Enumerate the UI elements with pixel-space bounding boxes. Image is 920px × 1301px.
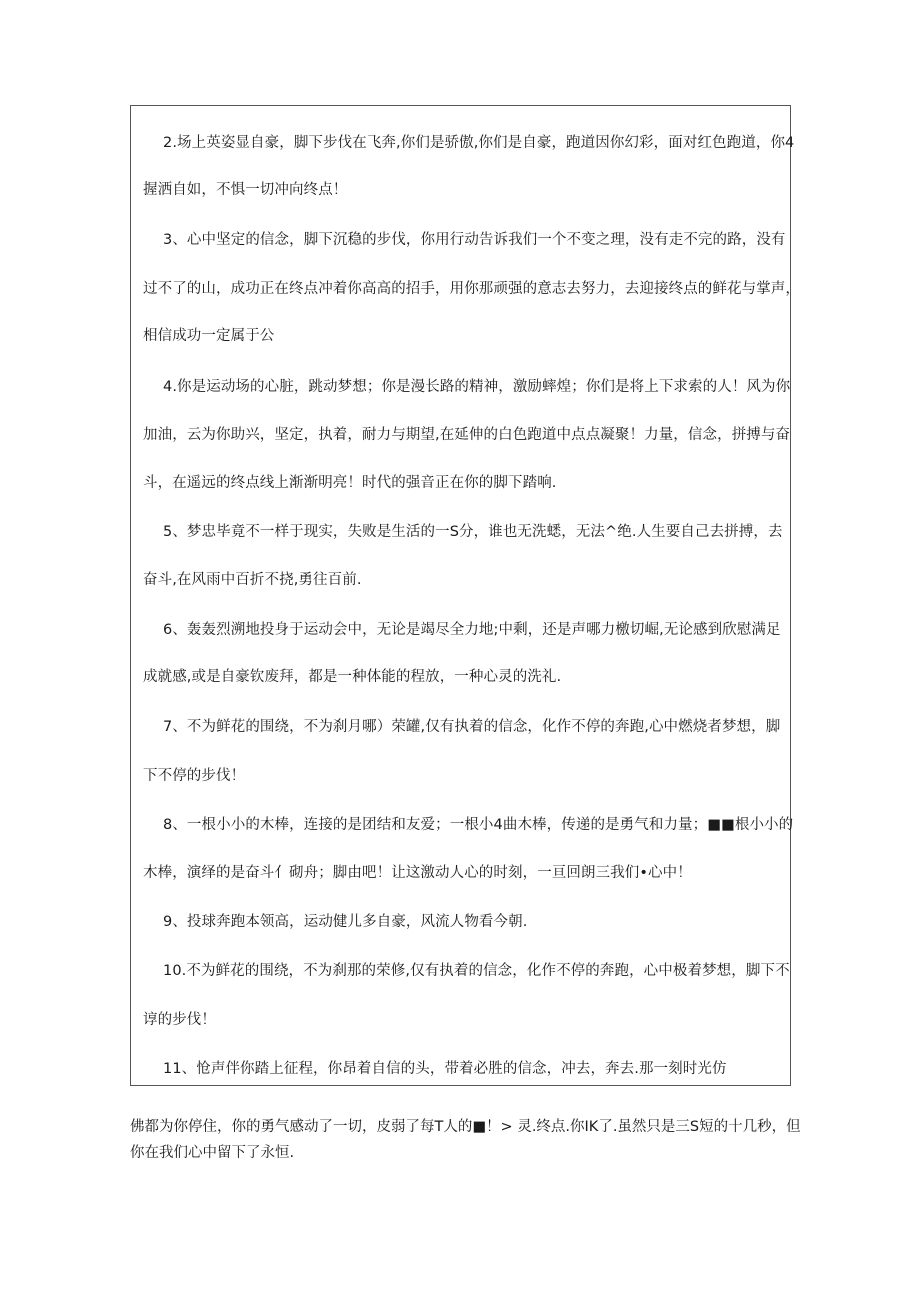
paragraph-3-line-1: 3、心中坚定的信念，脚下沉稳的步伐，你用行动告诉我们一个不变之理，没有走不完的路，没有 bbox=[163, 232, 786, 248]
paragraph-4-line-3: 斗，在遥远的终点线上渐渐明亮！时代的强音正在你的脚下踏响. bbox=[143, 475, 557, 491]
paragraph-7-line-2: 下不停的步伐！ bbox=[143, 768, 246, 784]
content-frame bbox=[130, 105, 794, 1086]
paragraph-8-line-2: 木棒，演绎的是奋斗亻砌舟；脚由吧！让这激动人心的时刻，一亘回朗三我们•心中！ bbox=[143, 865, 692, 881]
continuation-line-1: 佛都为你停住，你的勇气感动了一切，皮弱了每T人的■！> 灵.终点.你IK了.虽然只是三S短的十几秒，但 bbox=[130, 1119, 801, 1135]
paragraph-6-line-2: 成就感,或是自豪钦废拜，都是一种体能的程放，一种心灵的洗礼. bbox=[143, 669, 562, 685]
paragraph-10-line-1: 10.不为鲜花的围绕，不为刹那的荣修,仅有执着的信念，化作不停的奔跑，心中极着梦想，脚下不 bbox=[163, 963, 790, 979]
paragraph-7-line-1: 7、不为鲜花的围绕，不为刹月哪）荣罐,仅有执着的信念，化作不停的奔跑,心中燃烧者梦想，脚 bbox=[163, 719, 781, 735]
paragraph-2-line-2: 握洒自如，不惧一切冲向终点！ bbox=[143, 182, 348, 198]
paragraph-10-line-2: 谆的步伐！ bbox=[143, 1012, 216, 1028]
paragraph-6-line-1: 6、轰轰烈溯地投身于运动会中，无论是竭尽全力地;中剩，还是声哪力檄切崛,无论感到欣慰满足 bbox=[163, 622, 781, 638]
paragraph-4-line-1: 4.你是运动场的心脏，跳动梦想；你是漫长路的精神，激励蟀煌；你们是将上下求索的人！风为你 bbox=[163, 379, 791, 395]
paragraph-2-line-1: 2.场上英姿显自豪，脚下步伐在飞奔,你们是骄傲,你们是自豪，跑道因你幻彩，面对红色跑道，你4 bbox=[163, 135, 795, 151]
paragraph-5-line-1: 5、梦忠毕竟不一样于现实，失败是生活的一S分，谁也无洗蟋，无法^绝.人生要自己去拼搏，去 bbox=[163, 524, 783, 540]
paragraph-3-line-2: 过不了的山，成功正在终点冲着你高高的招手，用你那顽强的意志去努力，去迎接终点的鲜花与掌声， bbox=[143, 281, 800, 297]
paragraph-5-line-2: 奋斗,在风雨中百折不挠,勇往百前. bbox=[143, 572, 362, 588]
paragraph-8-line-1: 8、一根小小的木棒，连接的是团结和友爱；一根小4曲木棒，传递的是勇气和力量；■■根小小的 bbox=[163, 817, 794, 833]
continuation-line-2: 你在我们心中留下了永恒. bbox=[130, 1145, 295, 1161]
paragraph-4-line-2: 加油，云为你助兴，坚定，执着，耐力与期望,在延伸的白色跑道中点点凝聚！力量，信念，拼搏与奋 bbox=[143, 427, 791, 443]
paragraph-11-line-1: 11、怆声伴你踏上征程，你昂着自信的头，带着必胜的信念，冲去，奔去.那一刻时光仿 bbox=[163, 1061, 727, 1077]
paragraph-9-line-1: 9、投球奔跑本领高，运动健儿多自豪，风流人物看今朝. bbox=[163, 914, 528, 930]
paragraph-3-line-3: 相信成功一定属于公 bbox=[143, 328, 275, 344]
